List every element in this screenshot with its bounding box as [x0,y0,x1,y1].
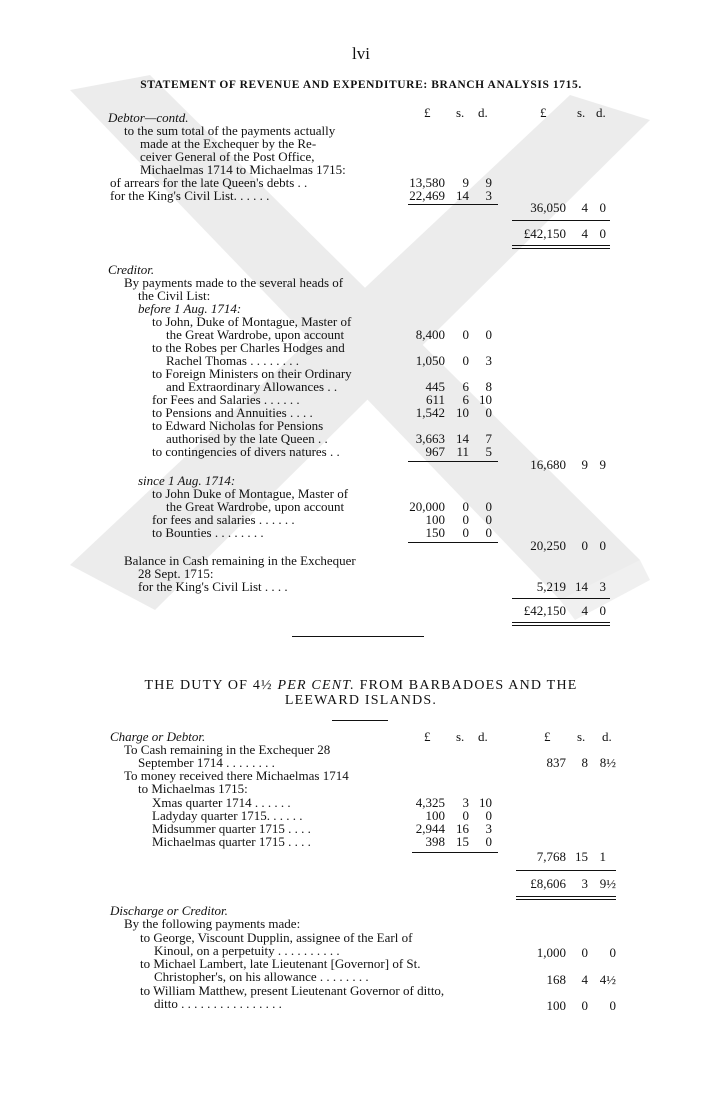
amount-pence: 0 [485,834,492,849]
double-rule [516,896,616,900]
amount-shillings: 0 [462,525,469,540]
charge-heading: Charge or Debtor. [110,729,206,744]
running-head: STATEMENT OF REVENUE AND EXPENDITURE: BRANCH ANALYSIS 1715. [140,79,582,91]
debtor-item-label: of arrears for the late Queen's debts . . [110,175,308,190]
charge-cash: September 1714 . . . . . . . . [138,755,275,770]
amount-pounds: 1,050 [415,353,445,368]
cash-shillings: 8 [581,755,588,770]
subtotal-shillings: 0 [581,538,588,553]
amount-pence: 8 [485,379,492,394]
balance-item-label: for the King's Civil List . . . . [138,579,288,594]
col-head-shillings-2: s. [577,105,586,120]
amount-pence: 5 [485,444,492,459]
subtotal-shillings: 4 [581,200,588,215]
amount-pence: 0 [609,998,616,1013]
amount-shillings: 10 [456,405,469,420]
item-label: Kinoul, on a perpetuity . . . . . . . . . . [154,943,340,958]
total-pence: 0 [599,226,606,241]
subtotal-shillings: 9 [581,457,588,472]
charge-money: To money received there Michaelmas 1714 [124,768,349,783]
amount-pounds: 150 [425,525,445,540]
amount-shillings: 3 [462,795,469,810]
balance-text: Balance in Cash remaining in the Exchequer [124,553,356,568]
amount-shillings: 6 [462,379,469,394]
rule [516,870,616,871]
item-label: to Bounties . . . . . . . . [152,525,264,540]
amount-pence: 0 [485,808,492,823]
debtor-text: made at the Exchequer by the Re- [140,136,317,151]
amount-pounds: 100 [546,998,566,1013]
item-label: to William Matthew, present Lieutenant Governor of ditto, [140,983,445,998]
amount-shillings: 0 [462,353,469,368]
amount-shillings: 0 [462,499,469,514]
section-title [0,678,722,694]
subtotal-pounds: 16,680 [530,457,566,472]
title-part: THE DUTY OF 4½ [144,678,278,693]
cash-pence: 8½ [599,755,616,770]
item-label: Rachel Thomas . . . . . . . . [166,353,299,368]
subtotal-shillings: 15 [575,849,588,864]
item-label: to John, Duke of Montague, Master of [152,314,352,329]
charge-money: to Michaelmas 1715: [138,781,248,796]
amount-pounds: 1,542 [415,405,445,420]
amount-pounds: 3,663 [415,431,445,446]
page-number: lvi [352,44,370,63]
subtotal-pence: 0 [599,538,606,553]
col-head-pounds: £ [424,105,431,120]
subtotal-pounds: 20,250 [530,538,566,553]
amount-pounds: 168 [546,972,566,987]
section-title-line2: LEEWARD ISLANDS. [284,693,438,708]
total-pounds: £8,606 [530,876,566,891]
balance-pounds: 5,219 [536,579,566,594]
item-label: ditto . . . . . . . . . . . . . . . . [154,996,282,1011]
total-pence: 0 [599,603,606,618]
total-pence: 9½ [599,876,616,891]
amount-shillings: 14 [456,431,469,446]
section-divider [292,636,424,637]
rule [512,598,610,599]
amount-pence: 0 [485,512,492,527]
title-part: FROM BARBADOES AND THE [354,678,578,693]
amount-pence: 0 [485,405,492,420]
item-label: the Great Wardrobe, upon account [166,499,345,514]
item-label: to Michael Lambert, late Lieutenant [Governor] of St. [140,956,421,971]
rule [412,852,498,853]
item-label: to George, Viscount Dupplin, assignee of the Earl of [140,930,413,945]
rule [408,461,498,462]
amount-pence: 0 [485,327,492,342]
discharge-intro: By the following payments made: [124,916,301,931]
subtotal-pence: 9 [599,457,606,472]
amount-pence: 7 [485,431,492,446]
col-head-pence-2: d. [602,729,612,744]
total-shillings: 4 [581,603,588,618]
debtor-item-label: for the King's Civil List. . . . . . [110,188,270,203]
col-head-pence-2: d. [596,105,606,120]
col-head-pence: d. [478,105,488,120]
amount-shillings: 15 [456,834,469,849]
subtotal-pence: 0 [599,200,606,215]
amount-pence: 0 [485,525,492,540]
debtor-heading: Debtor—contd. [108,110,189,125]
amount-pounds: 445 [425,379,445,394]
item-label: Christopher's, on his allowance . . . . . . . . [154,969,369,984]
amount-shillings: 0 [581,998,588,1013]
subtotal-pounds: 7,768 [536,849,566,864]
col-head-pounds-2: £ [544,729,551,744]
amount-pounds: 967 [425,444,445,459]
amount-pounds: 20,000 [409,499,445,514]
rule [512,220,610,221]
creditor-intro: the Civil List: [138,288,211,303]
amount-pounds: 22,469 [409,188,445,203]
amount-pounds: 100 [425,808,445,823]
quarter-label: Ladyday quarter 1715. . . . . . [152,808,303,823]
item-label: for Fees and Salaries . . . . . . [152,392,300,407]
amount-shillings: 16 [456,821,469,836]
amount-pounds: 4,325 [415,795,445,810]
charge-cash: To Cash remaining in the Exchequer 28 [124,742,331,757]
creditor-intro: By payments made to the several heads of [124,275,344,290]
before-heading: before 1 Aug. 1714: [138,301,242,316]
title-rule [332,720,388,721]
item-label: and Extraordinary Allowances . . [166,379,338,394]
amount-pounds: 100 [425,512,445,527]
item-label: to John Duke of Montague, Master of [152,486,349,501]
col-head-shillings: s. [456,729,465,744]
balance-text: 28 Sept. 1715: [138,566,214,581]
balance-shillings: 14 [575,579,588,594]
amount-pence: 10 [479,392,492,407]
item-label: to the Robes per Charles Hodges and [152,340,345,355]
discharge-heading: Discharge or Creditor. [110,903,228,918]
amount-shillings: 14 [456,188,469,203]
item-label: to contingencies of divers natures . . [152,444,340,459]
double-rule [512,245,610,249]
amount-pounds: 8,400 [415,327,445,342]
rule [408,542,498,543]
amount-shillings: 4 [581,972,588,987]
amount-shillings: 9 [462,175,469,190]
subtotal-pounds: 36,050 [530,200,566,215]
amount-shillings: 6 [462,392,469,407]
amount-shillings: 0 [462,327,469,342]
subtotal-pence: 1 [599,849,606,864]
amount-shillings: 0 [462,512,469,527]
amount-shillings: 0 [462,808,469,823]
item-label: to Edward Nicholas for Pensions [152,418,324,433]
total-shillings: 3 [581,876,588,891]
since-heading: since 1 Aug. 1714: [138,473,236,488]
rule [408,204,498,205]
col-head-pounds: £ [424,729,431,744]
col-head-shillings-2: s. [577,729,586,744]
title-part-italic: PER CENT. [277,678,355,693]
creditor-heading: Creditor. [108,262,155,277]
item-label: to Foreign Ministers on their Ordinary [152,366,352,381]
amount-pence: 9 [485,175,492,190]
item-label: authorised by the late Queen . . [166,431,328,446]
quarter-label: Xmas quarter 1714 . . . . . . [152,795,291,810]
balance-pence: 3 [599,579,606,594]
item-label: for fees and salaries . . . . . . [152,512,295,527]
debtor-text: ceiver General of the Post Office, [140,149,315,164]
amount-shillings: 11 [456,444,469,459]
col-head-pounds-2: £ [540,105,547,120]
debtor-text: to the sum total of the payments actually [124,123,336,138]
amount-pounds: 1,000 [536,945,566,960]
total-shillings: 4 [581,226,588,241]
col-head-shillings: s. [456,105,465,120]
double-rule [512,622,610,626]
total-pounds: £42,150 [523,226,566,241]
amount-pounds: 13,580 [409,175,445,190]
amount-shillings: 0 [581,945,588,960]
amount-pence: 3 [485,188,492,203]
amount-pounds: 398 [425,834,445,849]
col-head-pence: d. [478,729,488,744]
amount-pence: 0 [609,945,616,960]
total-pounds: £42,150 [523,603,566,618]
debtor-text: Michaelmas 1714 to Michaelmas 1715: [140,162,346,177]
quarter-label: Midsummer quarter 1715 . . . . [152,821,311,836]
item-label: to Pensions and Annuities . . . . [152,405,313,420]
amount-pence: 4½ [599,972,616,987]
amount-pence: 10 [479,795,492,810]
cash-pounds: 837 [546,755,566,770]
amount-pounds: 611 [425,392,445,407]
quarter-label: Michaelmas quarter 1715 . . . . [152,834,311,849]
amount-pence: 3 [485,353,492,368]
amount-pence: 3 [485,821,492,836]
item-label: the Great Wardrobe, upon account [166,327,345,342]
amount-pounds: 2,944 [415,821,445,836]
amount-pence: 0 [485,499,492,514]
